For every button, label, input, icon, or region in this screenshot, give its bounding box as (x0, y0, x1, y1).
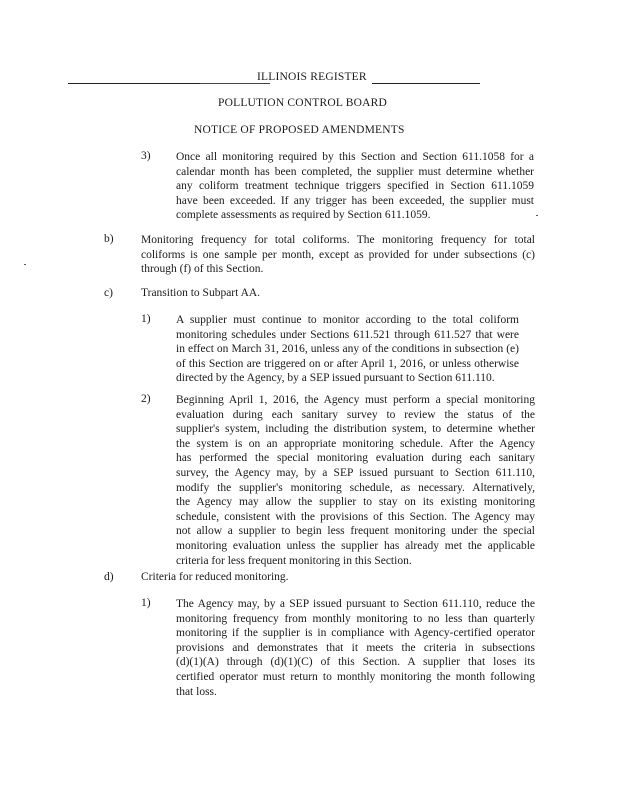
header-rule-right (372, 83, 480, 84)
item-c1-label: 1) (141, 313, 151, 325)
item-c2-label: 2) (141, 393, 151, 405)
text-line: of this Section are triggered on or after April 1, 2016, or unless otherwise (176, 357, 519, 370)
item-b-text (141, 233, 535, 277)
text-line: has performed the special monitoring evaluation during each sanitary (176, 452, 535, 465)
text-line: supplier's system, including the distribution system, to determine whether (176, 423, 535, 436)
text-line: monitoring evaluation unless the supplier has already met the applicable (176, 539, 535, 552)
text-line: the Agency may allow the supplier to stay on its existing monitoring (176, 496, 535, 509)
text-line: evaluation during each sanitary survey to review the status of the (176, 408, 535, 421)
text-line: in effect on March 31, 2016, unless any of the conditions in subsection (e) (176, 343, 519, 356)
text-line: through (f) of this Section. (141, 263, 264, 276)
item-d1-label: 1) (141, 597, 151, 609)
board-title: POLLUTION CONTROL BOARD (218, 97, 388, 109)
item-a3-label: 3) (141, 150, 151, 162)
text-line: Monitoring frequency for total coliforms. The monitoring frequency for total (141, 234, 535, 246)
item-c-heading: Transition to Subpart AA. (141, 287, 261, 299)
text-line: monitoring schedules under Sections 611.521 through 611.527 that were (176, 328, 519, 341)
item-d-label: d) (104, 571, 114, 583)
text-line: provisions and demonstrates that it meets the criteria in subsections (176, 641, 535, 654)
item-d1-text (176, 597, 535, 699)
text-line: A supplier must continue to monitor according to the total coliform (176, 314, 519, 326)
text-line: have been exceeded. If any trigger has been exceeded, the supplier must (176, 194, 534, 207)
text-line: monitoring if the supplier is in compliance with Agency-certified operator (176, 627, 535, 640)
text-line: The Agency may, by a SEP issued pursuant to Section 611.110, reduce the (176, 598, 535, 610)
text-line: Once all monitoring required by this Section and Section 611.1058 for a (176, 151, 534, 163)
text-line: Beginning April 1, 2016, the Agency must perform a special monitoring (176, 394, 535, 406)
text-line: schedule, consistent with the provisions of this Section. The Agency may (176, 510, 535, 523)
item-d-heading: Criteria for reduced monitoring. (141, 571, 289, 583)
text-line: calendar month has been completed, the supplier must determine whether (176, 165, 534, 178)
header-rule-mid (200, 83, 270, 84)
text-line: the system is on an appropriate monitoring schedule. After the Agency (176, 437, 535, 450)
notice-title: NOTICE OF PROPOSED AMENDMENTS (194, 124, 405, 136)
text-line: certified operator must return to monthly monitoring the month following (176, 670, 535, 683)
text-line: survey, the Agency may, by a SEP issued pursuant to Section 611.110, (176, 466, 535, 479)
text-line: not allow a supplier to begin less frequent monitoring under the special (176, 525, 535, 538)
text-line: complete assessments as required by Section 611.1059. (176, 209, 431, 222)
text-line: criteria for less frequent monitoring in this Section. (176, 554, 412, 567)
item-a3-text (176, 150, 534, 223)
text-line: any coliform treatment technique triggers specified in Section 611.1059 (176, 180, 534, 193)
item-c-label: c) (104, 287, 113, 299)
text-line: (d)(1)(A) through (d)(1)(C) of this Section. A supplier that loses its (176, 656, 535, 669)
text-line: coliforms is one sample per month, except as provided for under subsections (c) (141, 248, 535, 261)
text-line: modify the supplier's monitoring schedule, as necessary. Alternatively, (176, 481, 535, 494)
item-c2-text (176, 393, 535, 568)
scan-speck (24, 264, 26, 265)
text-line: monitoring frequency from monthly monitoring to no less than quarterly (176, 612, 535, 625)
text-line: directed by the Agency, by a SEP issued pursuant to Section 611.110. (176, 372, 495, 385)
item-c1-text (176, 313, 519, 386)
register-title: ILLINOIS REGISTER (257, 71, 367, 83)
item-b-label: b) (104, 233, 114, 245)
text-line: that loss. (176, 685, 217, 698)
header-rule-left (68, 83, 200, 84)
scan-speck (536, 215, 538, 216)
